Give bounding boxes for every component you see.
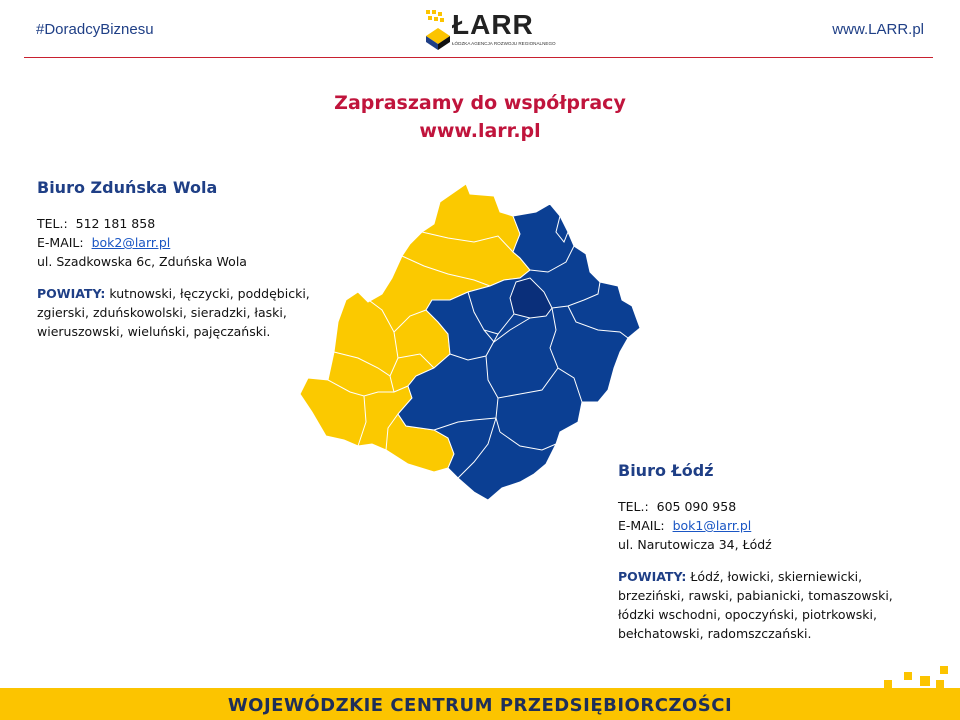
footer-pixel-decoration	[920, 676, 930, 686]
office-email	[37, 233, 327, 252]
counties-list: Łódź, łowicki, skierniewicki, brzeziński, rawski, pabianicki, tomaszowski, łódzki wschodni, opoczyński, piotrkowski, bełchatowski, radomszczański.	[618, 569, 893, 641]
footer-pixel-decoration	[940, 666, 948, 674]
counties-label: POWIATY:	[618, 569, 687, 584]
email-label: E-MAIL:	[37, 235, 84, 250]
footer-pixel-decoration	[904, 672, 912, 680]
email-label: E-MAIL:	[618, 518, 665, 533]
phone-label: TEL.:	[37, 216, 68, 231]
logo-subtitle: ŁÓDZKA AGENCJA ROZWOJU REGIONALNEGO	[452, 41, 556, 46]
footer-title: WOJEWÓDZKIE CENTRUM PRZEDSIĘBIORCZOŚCI	[227, 695, 733, 716]
voivodeship-map-icon	[298, 182, 643, 500]
counties-list: kutnowski, łęczycki, poddębicki, zgierski, zduńskowolski, sieradzki, łaski, wieruszowski, wieluński, pajęczański.	[37, 286, 310, 339]
office-address: ul. Szadkowska 6c, Zduńska Wola	[37, 254, 247, 269]
counties-label: POWIATY:	[37, 286, 106, 301]
logo-text: ŁARR	[452, 9, 534, 40]
office-title: Biuro Łódź	[618, 461, 714, 480]
office-phone	[37, 214, 327, 233]
office-phone	[618, 497, 918, 516]
headline-url[interactable]: www.larr.pl	[419, 120, 541, 142]
headline-invite: Zapraszamy do współpracy	[334, 92, 626, 114]
phone-label: TEL.:	[618, 499, 649, 514]
phone-number: 512 181 858	[75, 216, 156, 231]
office-lodz	[618, 461, 918, 643]
office-counties	[37, 284, 327, 341]
office-zdunska-wola	[37, 178, 327, 341]
footer-pixel-decoration	[936, 680, 944, 688]
email-link[interactable]: bok1@larr.pl	[672, 518, 752, 533]
email-link[interactable]: bok2@larr.pl	[91, 235, 171, 250]
office-email	[618, 516, 918, 535]
header-divider	[24, 57, 933, 58]
office-counties	[618, 567, 918, 643]
office-address: ul. Narutowicza 34, Łódź	[618, 537, 772, 552]
office-title: Biuro Zduńska Wola	[37, 178, 218, 197]
website-link[interactable]: www.LARR.pl	[832, 21, 924, 38]
phone-number: 605 090 958	[656, 499, 737, 514]
hashtag-label: #DoradcyBiznesu	[36, 21, 154, 38]
footer-pixel-decoration	[884, 680, 892, 688]
